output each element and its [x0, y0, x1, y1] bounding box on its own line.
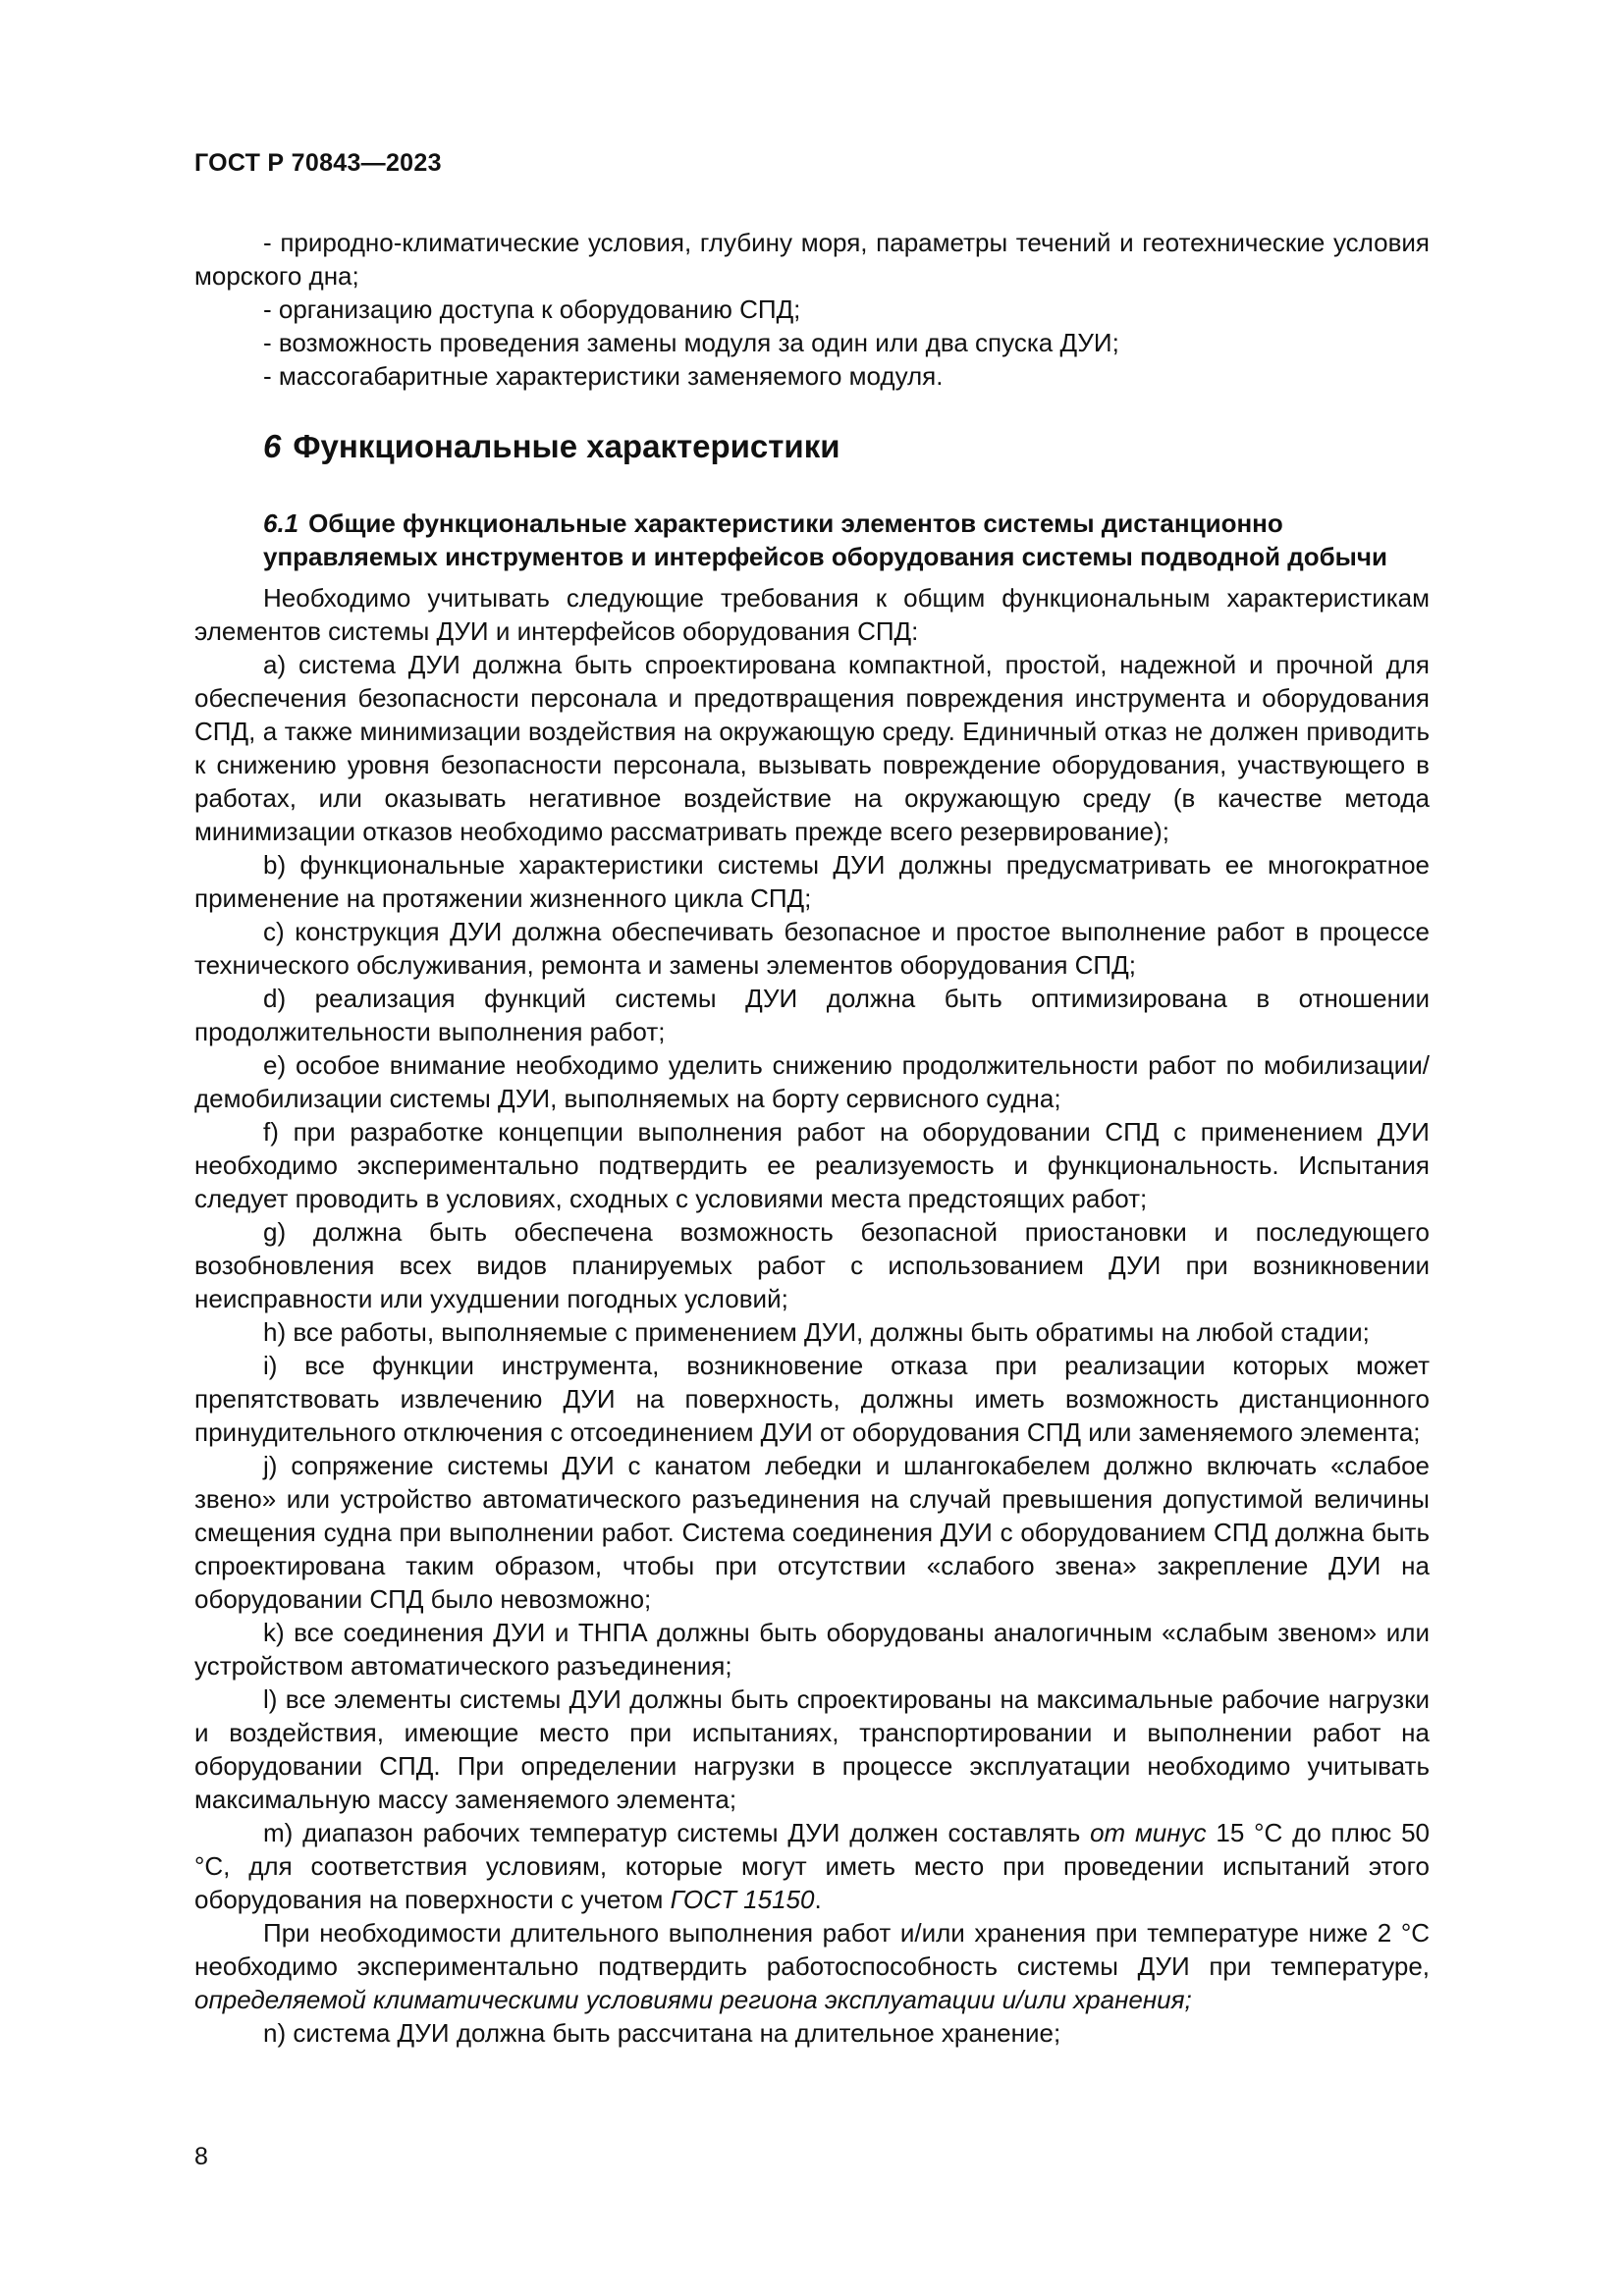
item-a: а) система ДУИ должна быть спроектирована компактной, простой, надежной и прочной для обеспечения безопасности персонала и предотвращения повреждения инструмента и оборудования СПД, а также минимизации воздействия на окружающую среду. Единичный отказ не должен приводить к снижению уровня безопасности персонала, вызывать повреждение оборудования, участвующего в работах, или оказывать негативное воздействие на окружающую среду (в качестве метода минимизации отказов необходимо рассматривать прежде всего резервирование); [194, 650, 1430, 846]
list-item-conditions: - природно-климатические условия, глубину моря, параметры течений и геотехнические условия морского дна; [194, 228, 1430, 291]
item-m-note-text: При необходимости длительного выполнения работ и/или хранения при температуре ниже 2 °С необходимо экспериментально подтвердить работоспособность системы ДУИ при температуре, [194, 1918, 1430, 1981]
item-m-italic-1: от минус [1090, 1818, 1207, 1847]
intro-paragraph: Необходимо учитывать следующие требования к общим функциональным характеристикам элементов системы ДУИ и интерфейсов оборудования СПД: [194, 583, 1430, 646]
item-d: d) реализация функций системы ДУИ должна быть оптимизирована в отношении продолжительности выполнения работ; [194, 984, 1430, 1046]
section-6-number: 6 [263, 428, 282, 464]
subsection-6-1-heading [194, 507, 1430, 573]
item-c: c) конструкция ДУИ должна обеспечивать безопасное и простое выполнение работ в процессе технического обслуживания, ремонта и замены элементов оборудования СПД; [194, 917, 1430, 980]
page-number: 8 [194, 2143, 208, 2170]
item-m-note [194, 1916, 1430, 2016]
item-m-text-1: m) диапазон рабочих температур системы ДУИ должен составлять [263, 1818, 1091, 1847]
item-j: j) сопряжение системы ДУИ с канатом лебедки и шлангокабелем должно включать «слабое звено» или устройство автоматического разъединения на случай превышения допустимой величины смещения судна при выполнении работ. Система соединения ДУИ с оборудованием СПД должна быть спроектирована таким образом, чтобы при отсутствии «слабого звена» закрепление ДУИ на оборудовании СПД было невозможно; [194, 1451, 1430, 1614]
item-h: h) все работы, выполняемые с применением ДУИ, должны быть обратимы на любой стадии; [263, 1317, 1370, 1347]
section-6-heading [194, 426, 1430, 467]
subsection-6-1-title: Общие функциональные характеристики элементов системы дистанционно управляемых инструментов и интерфейсов оборудования системы подводной добычи [263, 508, 1387, 571]
item-g: g) должна быть обеспечена возможность безопасной приостановки и последующего возобновления всех видов планируемых работ с использованием ДУИ при возникновении неисправности или ухудшении погодных условий; [194, 1217, 1430, 1313]
item-f: f) при разработке концепции выполнения работ на оборудовании СПД с применением ДУИ необходимо экспериментально подтвердить ее реализуемость и функциональность. Испытания следует проводить в условиях, сходных с условиями места предстоящих работ; [194, 1117, 1430, 1213]
section-6-title: Функциональные характеристики [293, 428, 840, 464]
item-b: b) функциональные характеристики системы ДУИ должны предусматривать ее многократное применение на протяжении жизненного цикла СПД; [194, 850, 1430, 913]
item-k: k) все соединения ДУИ и ТНПА должны быть оборудованы аналогичным «слабым звеном» или устройством автоматического разъединения; [194, 1618, 1430, 1681]
item-m-text-2: 15 °С до плюс 50 °С, для соответствия условиям, которые могут иметь место при проведении испытаний этого оборудования на поверхности с учетом [194, 1818, 1431, 1914]
list-item-access: - организацию доступа к оборудованию СПД; [263, 294, 801, 324]
document-code-header: ГОСТ Р 70843—2023 [194, 149, 442, 177]
page-content [194, 226, 1430, 2050]
item-e: e) особое внимание необходимо уделить снижению продолжительности работ по мобилизации/демобилизации системы ДУИ, выполняемых на борту сервисного судна; [194, 1050, 1430, 1113]
item-m-standard-reference: ГОСТ 15150 [670, 1885, 815, 1914]
list-item-module-replacement: - возможность проведения замены модуля за один или два спуска ДУИ; [263, 328, 1119, 357]
item-m [194, 1816, 1430, 1916]
item-i: i) все функции инструмента, возникновение отказа при реализации которых может препятствовать извлечению ДУИ на поверхность, должны иметь возможность дистанционного принудительного отключения с отсоединением ДУИ от оборудования СПД или заменяемого элемента; [194, 1351, 1430, 1447]
item-l: l) все элементы системы ДУИ должны быть спроектированы на максимальные рабочие нагрузки и воздействия, имеющие место при испытаниях, транспортировании и выполнении работ на оборудовании СПД. При определении нагрузки в процессе эксплуатации необходимо учитывать максимальную массу заменяемого элемента; [194, 1684, 1430, 1814]
list-item-mass-characteristics: - массогабаритные характеристики заменяемого модуля. [263, 361, 944, 391]
item-n: n) система ДУИ должна быть рассчитана на длительное хранение; [263, 2018, 1061, 2048]
item-m-note-italic: определяемой климатическими условиями региона эксплуатации и/или хранения; [194, 1985, 1192, 2014]
item-m-text-3: . [814, 1885, 822, 1914]
subsection-6-1-number: 6.1 [263, 508, 299, 538]
